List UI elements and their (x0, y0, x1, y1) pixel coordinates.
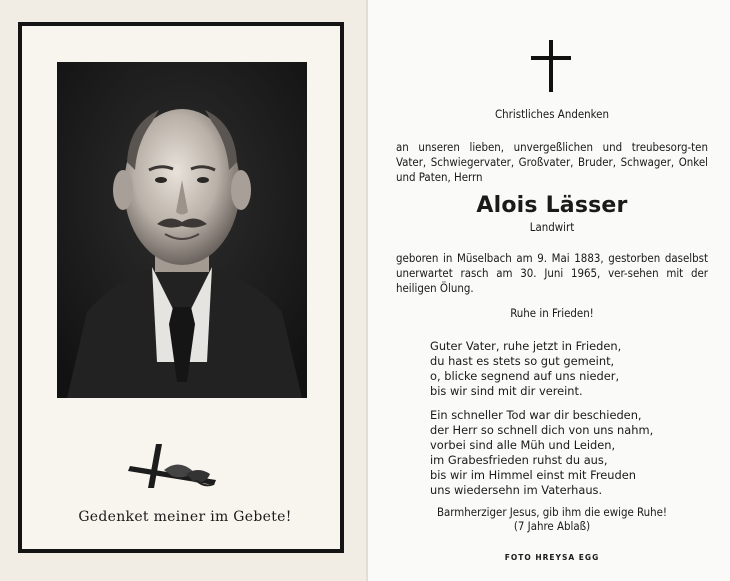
biography-text: geboren in Müselbach am 9. Mai 1883, gestorben daselbst unerwartet rasch am 30. Juni 1965, ver-sehen mit der heiligen Ölung. (396, 251, 708, 295)
portrait-photo (57, 62, 307, 398)
crucifix-wreath-icon (124, 436, 224, 492)
poem-line: vorbei sind alle Müh und Leiden, (430, 438, 616, 452)
photo-credit: FOTO HREYSA EGG (504, 553, 600, 562)
deceased-name: Alois Lässer (476, 193, 628, 218)
poem-line: du hast es stets so gut gemeint, (430, 354, 615, 368)
poem-line: bis wir sind mit dir vereint. (430, 384, 583, 398)
indulgence-note: (7 Jahre Ablaß) (513, 519, 591, 533)
poem-stanza-2 (430, 408, 700, 498)
poem-line: o, blicke segnend auf uns nieder, (430, 369, 620, 383)
memorial-heading: Christliches Andenken (495, 107, 609, 121)
intro-text: an unseren lieben, unvergeßlichen und treubesorg-ten Vater, Schwiegervater, Großvater, Bruder, Schwager, Onkel und Paten, Herrn (396, 140, 708, 184)
poem-line: bis wir im Himmel einst mit Freuden (430, 468, 636, 482)
poem-line: der Herr so schnell dich von uns nahm, (430, 423, 654, 437)
poem-stanza-1 (430, 339, 700, 399)
prayer-line: Gedenket meiner im Gebete! (78, 509, 292, 525)
poem-line: Ein schneller Tod war dir beschieden, (430, 408, 642, 422)
rest-in-peace: Ruhe in Frieden! (510, 306, 594, 320)
closing-prayer: Barmherziger Jesus, gib ihm die ewige Ruhe! (436, 505, 668, 519)
cross-icon (531, 40, 571, 92)
poem-line: uns wiedersehn im Vaterhaus. (430, 483, 603, 497)
poem-line: im Grabesfrieden ruhst du aus, (430, 453, 608, 467)
poem-line: Guter Vater, ruhe jetzt in Frieden, (430, 339, 622, 353)
text-panel (368, 0, 730, 581)
occupation: Landwirt (529, 220, 575, 234)
